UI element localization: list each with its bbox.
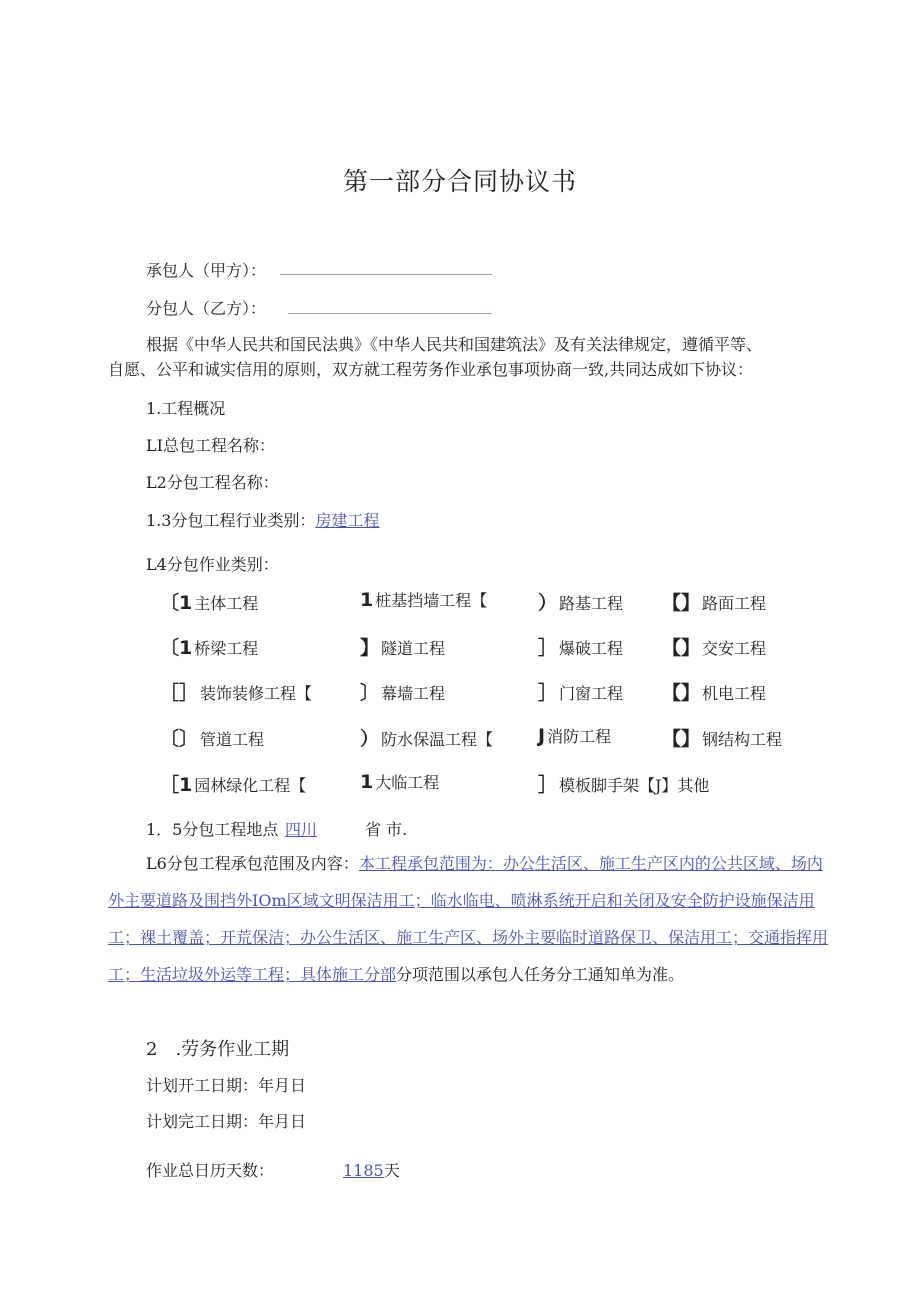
- category-checkbox-mark: 〔1: [160, 592, 193, 614]
- category-checkbox-mark: J: [538, 725, 546, 747]
- category-checkbox-mark: 〔〕: [160, 728, 199, 750]
- category-item[interactable]: [662, 588, 766, 615]
- party-b-label: 分包人（乙方）：: [146, 299, 267, 318]
- category-checkbox-mark: 【】: [662, 682, 701, 704]
- category-label: 管道工程: [200, 730, 265, 749]
- category-checkbox-mark: 1: [360, 771, 374, 793]
- total-days-value: 1185: [343, 1161, 384, 1180]
- category-item[interactable]: [360, 770, 439, 793]
- category-label: 主体工程: [194, 594, 259, 613]
- s1-6-paragraph: [108, 845, 830, 993]
- s1-3-label-text: 1.3分包工程行业类别：: [146, 511, 316, 530]
- category-item[interactable]: [360, 724, 493, 751]
- start-date-label: 计划开工日期：年月日: [146, 1076, 307, 1095]
- category-label: 装饰装修工程【: [200, 684, 313, 703]
- category-checkbox-mark: ［］: [160, 682, 199, 704]
- category-item[interactable]: [160, 678, 312, 705]
- category-label: 交安工程: [702, 639, 767, 658]
- party-a-label: 承包人（甲方）：: [146, 261, 267, 280]
- category-item[interactable]: [360, 588, 487, 611]
- category-item[interactable]: [538, 770, 709, 797]
- category-label: 路面工程: [702, 594, 767, 613]
- category-item[interactable]: [160, 588, 258, 615]
- category-item[interactable]: [662, 678, 766, 705]
- category-checkbox-mark: ］: [538, 637, 558, 659]
- intro-line-1: 根据《中华人民共和国民法典》《中华人民共和国建筑法》及有关法律规定，遵循平等、: [146, 335, 763, 354]
- s1-4-label: L4分包作业类别：: [146, 555, 279, 574]
- category-item[interactable]: [538, 588, 623, 615]
- s1-1-label: LI总包工程名称：: [146, 436, 275, 455]
- category-label: 模板脚手架【J】其他: [559, 776, 710, 795]
- s1-2-label: L2分包工程名称：: [146, 473, 279, 492]
- category-checkbox-mark: 1: [360, 589, 374, 611]
- s1-3-label: [146, 508, 379, 531]
- category-label: 钢结构工程: [702, 730, 783, 749]
- category-label: 爆破工程: [559, 639, 624, 658]
- total-days-label: 作业总日历天数：: [146, 1161, 275, 1180]
- category-checkbox-mark: ］: [538, 682, 558, 704]
- category-label: 消防工程: [547, 727, 612, 746]
- s1-5-suffix: 省 市.: [365, 820, 408, 839]
- category-item[interactable]: [538, 633, 623, 660]
- category-item[interactable]: [360, 633, 445, 660]
- category-label: 幕墙工程: [381, 684, 446, 703]
- category-label: 园林绿化工程【: [194, 776, 307, 795]
- section-1-heading: 1.工程概况: [146, 399, 226, 418]
- category-item[interactable]: [360, 678, 445, 705]
- category-checkbox-mark: 【】: [662, 637, 701, 659]
- category-checkbox-mark: ］: [538, 774, 558, 796]
- category-checkbox-mark: ）: [538, 592, 558, 614]
- category-checkbox-mark: 】: [360, 637, 380, 659]
- category-item[interactable]: [160, 724, 264, 751]
- end-date-label: 计划完工日期：年月日: [146, 1112, 307, 1131]
- party-a-field[interactable]: [280, 274, 492, 275]
- category-item[interactable]: [538, 724, 611, 747]
- category-item[interactable]: [160, 770, 306, 797]
- category-label: 桥梁工程: [194, 639, 259, 658]
- category-label: 防水保温工程【: [381, 730, 494, 749]
- intro-line-2: 自愿、公平和诚实信用的原则，双方就工程劳务作业承包事项协商一致,共同达成如下协议：: [108, 360, 754, 379]
- s1-5-label: 1．5分包工程地点: [146, 820, 279, 839]
- s1-6-label: L6分包工程承包范围及内容：: [146, 854, 359, 873]
- category-item[interactable]: [538, 678, 623, 705]
- category-checkbox-mark: 【】: [662, 728, 701, 750]
- category-label: 大临工程: [375, 773, 440, 792]
- category-label: 隧道工程: [381, 639, 446, 658]
- category-checkbox-mark: ［1: [160, 774, 193, 796]
- category-checkbox-mark: 〕: [360, 682, 380, 704]
- s1-5-province: 四川: [285, 820, 318, 839]
- section-2-heading: 2 .劳务作业工期: [146, 1039, 290, 1060]
- total-days-unit: 天: [383, 1161, 400, 1180]
- s1-3-value: 房建工程: [315, 511, 380, 530]
- category-label: 路基工程: [559, 594, 624, 613]
- category-item[interactable]: [662, 633, 766, 660]
- category-checkbox-mark: ）: [360, 728, 380, 750]
- category-label: 机电工程: [702, 684, 767, 703]
- party-b-field[interactable]: [288, 313, 492, 314]
- category-item[interactable]: [160, 633, 258, 660]
- total-days: [343, 1158, 400, 1181]
- page-title: 第一部分合同协议书: [342, 167, 577, 196]
- category-label: 门窗工程: [559, 684, 624, 703]
- s1-6-scope: 本工程承包范围为：办公生活区、施工生产区内的公共区域、场内外主要道路及围挡外IOm区域文明保洁用工；临水临电、喷淋系统开启和关闭及安全防护设施保洁用工；裸土覆盖；开荒保洁；办公生活区、施工生产区、场外主要临时道路保卫、保洁用工；交通指挥用工；生活垃圾外运等工程；具体施工分部: [108, 854, 829, 984]
- category-item[interactable]: [662, 724, 782, 751]
- category-label: 桩基挡墙工程【: [375, 591, 488, 610]
- category-checkbox-mark: 〔1: [160, 637, 193, 659]
- s1-6-tail: 分项范围以承包人任务分工通知单为准。: [396, 965, 685, 984]
- category-checkbox-mark: 【】: [662, 592, 701, 614]
